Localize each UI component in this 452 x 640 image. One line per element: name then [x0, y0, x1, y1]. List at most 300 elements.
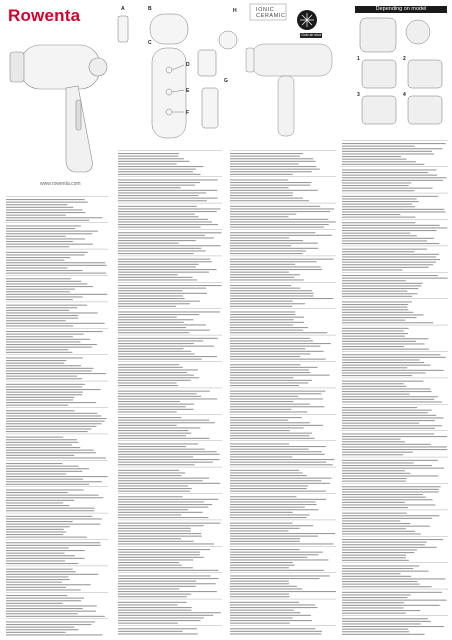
text-line	[118, 382, 177, 383]
text-line	[230, 586, 297, 587]
section-rule	[118, 335, 222, 336]
section-rule	[230, 361, 336, 362]
text-line	[118, 200, 207, 201]
section-rule	[230, 203, 336, 204]
label-a: A	[121, 6, 125, 12]
text-line	[230, 153, 303, 154]
text-line	[6, 262, 105, 263]
section-rule	[118, 361, 222, 362]
text-line	[6, 476, 108, 477]
label-h: H	[233, 8, 237, 14]
text-line	[230, 430, 290, 431]
text-line	[342, 473, 410, 474]
text-line	[6, 579, 70, 580]
text-line	[230, 206, 320, 207]
text-line	[6, 207, 73, 208]
text-line	[118, 279, 197, 280]
section-rule	[342, 483, 448, 484]
text-line	[118, 596, 187, 597]
text-line	[118, 411, 177, 412]
text-line	[6, 236, 66, 237]
text-line	[118, 264, 199, 265]
text-line	[342, 391, 432, 392]
text-line	[342, 433, 434, 434]
text-line	[6, 339, 90, 340]
text-line	[342, 491, 439, 492]
text-line	[230, 227, 324, 228]
text-line	[118, 446, 186, 447]
text-line	[118, 348, 184, 349]
text-line	[230, 456, 292, 457]
text-line	[118, 554, 200, 555]
text-line	[342, 307, 407, 308]
text-line	[118, 594, 191, 595]
text-line	[6, 595, 67, 596]
text-line	[6, 199, 85, 200]
text-line	[342, 267, 429, 268]
text-line	[118, 470, 179, 471]
text-line	[342, 613, 406, 614]
text-line	[230, 266, 321, 267]
text-line	[230, 391, 326, 392]
text-line	[118, 591, 217, 592]
text-line	[118, 443, 198, 444]
text-line	[118, 406, 186, 407]
text-line	[118, 221, 212, 222]
text-line	[342, 475, 439, 476]
text-line	[6, 352, 72, 353]
text-line	[342, 584, 420, 585]
text-line	[230, 427, 304, 428]
text-line	[342, 452, 413, 453]
text-line	[342, 280, 406, 281]
brand-logo: Rowenta	[8, 6, 81, 25]
figure-2: 2	[403, 56, 406, 62]
text-line	[342, 370, 444, 371]
section-rule	[6, 328, 108, 329]
section-rule	[118, 625, 222, 626]
text-line	[342, 560, 409, 561]
section-rule	[230, 176, 336, 177]
text-line	[118, 528, 191, 529]
text-line	[342, 148, 442, 149]
text-line	[6, 373, 106, 374]
text-line	[342, 367, 407, 368]
text-line	[6, 315, 78, 316]
text-line	[6, 265, 107, 266]
text-line	[6, 426, 96, 427]
text-line	[118, 343, 194, 344]
text-line	[118, 169, 196, 170]
text-line	[118, 612, 221, 613]
text-line	[230, 633, 321, 634]
text-line	[342, 198, 417, 199]
text-line	[118, 227, 201, 228]
text-line	[118, 369, 198, 370]
text-line	[230, 319, 294, 320]
text-line	[342, 504, 435, 505]
text-line	[118, 248, 201, 249]
text-line	[118, 456, 193, 457]
text-line	[6, 241, 73, 242]
text-line	[342, 623, 421, 624]
text-line	[230, 607, 317, 608]
text-line	[118, 620, 201, 621]
text-line	[6, 312, 98, 313]
text-line	[342, 381, 423, 382]
section-rule	[230, 308, 336, 309]
text-line	[230, 158, 313, 159]
text-line	[230, 272, 289, 273]
text-line	[342, 552, 414, 553]
text-line	[6, 447, 80, 448]
section-rule	[230, 493, 336, 494]
text-line	[118, 509, 188, 510]
text-line	[118, 435, 186, 436]
text-line	[230, 382, 308, 383]
text-line	[342, 159, 407, 160]
text-line	[6, 233, 92, 234]
text-line	[118, 327, 186, 328]
section-rule	[230, 599, 336, 600]
text-line	[230, 523, 293, 524]
text-line	[118, 346, 214, 347]
text-line	[230, 628, 315, 629]
text-line	[230, 380, 312, 381]
text-line	[230, 594, 289, 595]
text-line	[118, 525, 204, 526]
text-line	[6, 283, 87, 284]
text-line	[118, 501, 204, 502]
text-line	[230, 420, 288, 421]
text-line	[118, 182, 200, 183]
text-line	[342, 454, 403, 455]
text-line	[118, 338, 218, 339]
text-line	[230, 514, 310, 515]
text-line	[6, 357, 83, 358]
section-rule	[230, 414, 336, 415]
text-line	[118, 565, 182, 566]
section-rule	[230, 572, 336, 573]
text-line	[342, 592, 442, 593]
text-line	[118, 245, 221, 246]
text-line	[6, 278, 71, 279]
text-line	[230, 443, 289, 444]
text-line	[118, 253, 194, 254]
text-line	[6, 589, 81, 590]
text-line	[6, 576, 68, 577]
text-line	[6, 629, 79, 630]
text-line	[342, 557, 406, 558]
text-line	[342, 209, 444, 210]
text-line	[6, 267, 68, 268]
text-line	[118, 285, 222, 286]
text-line	[230, 171, 312, 172]
text-line	[230, 499, 326, 500]
ceramic-line: CERAMIC	[256, 13, 286, 19]
ionic-line: IONIC	[256, 7, 275, 13]
text-line	[230, 285, 291, 286]
text-line	[342, 222, 415, 223]
text-line	[342, 177, 447, 178]
section-rule	[6, 196, 108, 197]
text-line	[230, 462, 326, 463]
text-line	[230, 422, 310, 423]
text-line	[230, 221, 336, 222]
text-line	[342, 146, 415, 147]
text-line	[230, 314, 295, 315]
text-line	[342, 372, 426, 373]
text-line	[342, 262, 436, 263]
text-line	[230, 295, 314, 296]
text-line	[118, 499, 218, 500]
text-line	[118, 557, 204, 558]
text-line	[118, 633, 198, 634]
text-line	[118, 219, 208, 220]
text-line	[230, 198, 303, 199]
text-line	[342, 346, 404, 347]
text-line	[6, 363, 64, 364]
text-line	[342, 214, 400, 215]
text-line	[118, 269, 217, 270]
text-line	[342, 235, 417, 236]
text-line	[230, 235, 332, 236]
label-f: F	[186, 110, 190, 116]
text-line	[6, 296, 83, 297]
text-line	[230, 190, 318, 191]
text-line	[118, 243, 179, 244]
text-line	[6, 370, 92, 371]
text-line	[6, 299, 73, 300]
text-line	[342, 436, 447, 437]
text-line	[118, 367, 183, 368]
text-line	[118, 517, 208, 518]
text-line	[342, 227, 447, 228]
text-line	[230, 182, 312, 183]
text-line	[6, 531, 66, 532]
text-line	[230, 567, 289, 568]
text-line	[342, 304, 408, 305]
text-line	[6, 457, 106, 458]
text-line	[6, 534, 63, 535]
section-rule	[230, 335, 336, 336]
text-line	[6, 569, 73, 570]
text-line	[6, 307, 77, 308]
text-line	[230, 504, 317, 505]
text-line	[118, 306, 176, 307]
text-line	[230, 470, 299, 471]
text-line	[118, 507, 208, 508]
text-line	[118, 396, 201, 397]
text-line	[342, 217, 415, 218]
text-line	[118, 480, 203, 481]
text-line	[230, 438, 315, 439]
text-line	[342, 605, 440, 606]
text-line	[230, 237, 289, 238]
text-line	[230, 338, 310, 339]
text-line	[118, 570, 218, 571]
text-line	[118, 190, 217, 191]
text-line	[118, 433, 191, 434]
text-line	[118, 523, 220, 524]
text-line	[342, 230, 437, 231]
text-line	[342, 486, 441, 487]
text-line	[6, 452, 96, 453]
section-rule	[342, 378, 448, 379]
text-line	[118, 485, 188, 486]
text-line	[6, 605, 97, 606]
text-line	[118, 359, 202, 360]
text-line	[342, 523, 410, 524]
text-line	[6, 510, 94, 511]
text-line	[6, 320, 66, 321]
text-line	[342, 610, 420, 611]
text-line	[6, 582, 62, 583]
text-line	[342, 465, 432, 466]
text-line	[342, 444, 431, 445]
text-line	[118, 171, 193, 172]
text-line	[342, 407, 417, 408]
text-line	[342, 499, 433, 500]
text-line	[118, 575, 211, 576]
text-line	[342, 410, 432, 411]
text-line	[118, 156, 178, 157]
section-rule	[230, 256, 336, 257]
text-line	[6, 349, 68, 350]
text-line	[6, 423, 102, 424]
text-line	[6, 611, 96, 612]
text-line	[118, 192, 206, 193]
text-line	[6, 553, 65, 554]
text-line	[6, 497, 103, 498]
text-line	[6, 378, 82, 379]
text-line	[230, 525, 313, 526]
text-line	[230, 393, 321, 394]
text-line	[118, 187, 181, 188]
text-line	[230, 565, 295, 566]
text-line	[6, 204, 67, 205]
text-line	[118, 174, 201, 175]
text-line	[230, 406, 324, 407]
section-rule	[6, 434, 108, 435]
text-line	[118, 274, 178, 275]
text-line	[342, 151, 432, 152]
text-line	[342, 288, 418, 289]
text-line	[342, 481, 406, 482]
text-line	[6, 228, 75, 229]
text-line	[342, 330, 404, 331]
text-line	[230, 290, 312, 291]
text-line	[342, 528, 406, 529]
text-line	[118, 237, 214, 238]
text-line	[342, 333, 408, 334]
text-line	[6, 415, 102, 416]
text-line	[230, 478, 332, 479]
text-line	[342, 275, 438, 276]
text-line	[6, 413, 97, 414]
text-line	[342, 278, 448, 279]
text-line	[342, 594, 411, 595]
section-rule	[118, 440, 222, 441]
text-line	[6, 305, 87, 306]
text-line	[342, 396, 438, 397]
text-line	[342, 394, 410, 395]
text-line	[230, 557, 307, 558]
text-line	[342, 312, 413, 313]
text-line	[230, 578, 320, 579]
text-line	[118, 562, 179, 563]
text-line	[118, 559, 193, 560]
text-line	[6, 273, 106, 274]
section-rule	[118, 256, 222, 257]
text-line	[342, 357, 446, 358]
text-line	[342, 576, 411, 577]
text-line	[342, 542, 427, 543]
text-line	[118, 427, 200, 428]
text-line	[230, 472, 303, 473]
text-line	[342, 478, 407, 479]
text-line	[6, 521, 73, 522]
text-line	[118, 277, 193, 278]
text-line	[230, 496, 296, 497]
text-line	[6, 291, 70, 292]
text-line	[118, 536, 202, 537]
text-line	[6, 392, 83, 393]
text-line	[230, 446, 326, 447]
text-line	[230, 166, 316, 167]
text-line	[342, 449, 447, 450]
label-e: E	[186, 88, 190, 94]
text-line	[118, 314, 199, 315]
text-line	[118, 185, 195, 186]
text-line	[118, 298, 185, 299]
section-rule	[118, 229, 222, 230]
text-line	[6, 344, 97, 345]
section-rule	[342, 430, 448, 431]
text-line	[342, 293, 418, 294]
text-line	[230, 298, 333, 299]
text-line	[230, 274, 300, 275]
section-rule	[118, 493, 222, 494]
text-line	[6, 518, 102, 519]
text-line	[6, 310, 69, 311]
text-line	[6, 347, 92, 348]
text-line	[118, 375, 194, 376]
text-line	[230, 549, 300, 550]
text-line	[118, 179, 218, 180]
section-rule	[118, 308, 222, 309]
section-rule	[230, 388, 336, 389]
section-rule	[6, 407, 108, 408]
text-line	[342, 301, 412, 302]
text-line	[118, 322, 184, 323]
text-line	[118, 602, 187, 603]
text-line	[230, 208, 334, 209]
text-line	[342, 188, 433, 189]
text-line	[6, 524, 100, 525]
text-line	[6, 479, 83, 480]
text-line	[342, 544, 425, 545]
text-line	[6, 428, 92, 429]
text-line	[118, 462, 213, 463]
text-line	[118, 317, 177, 318]
text-line	[6, 368, 93, 369]
text-line	[230, 269, 322, 270]
text-line	[6, 281, 81, 282]
text-line	[118, 451, 217, 452]
text-line	[6, 260, 64, 261]
text-line	[230, 327, 308, 328]
